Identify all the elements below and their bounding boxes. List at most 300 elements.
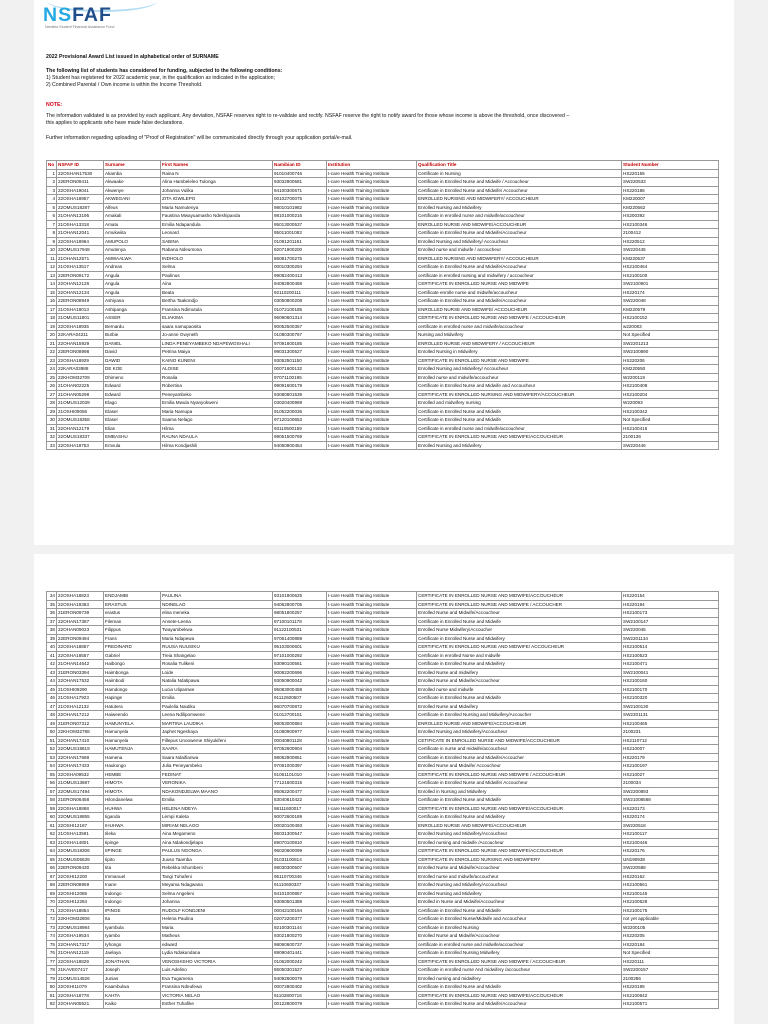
cell-nsfaf-id: 22OSHA18557 bbox=[57, 651, 104, 660]
cell-institution: I-care Health Training Institute bbox=[327, 288, 417, 297]
logo-word-part-1: NS bbox=[43, 4, 73, 26]
cell-namibian-id: 96090601314 bbox=[273, 314, 327, 323]
cell-namibian-id: 93021800270 bbox=[273, 932, 327, 941]
cell-namibian-id: 93090100561 bbox=[273, 660, 327, 669]
cell-nsfaf-id: 22OSHA18857 bbox=[57, 643, 104, 652]
cell-namibian-id: 00102700075 bbox=[273, 195, 327, 204]
cell-institution: I-care Health Training Institute bbox=[327, 441, 417, 450]
cell-student-number: SW220445 bbox=[622, 246, 719, 255]
cell-student-number: HS2100145 bbox=[622, 889, 719, 898]
table-row bbox=[47, 787, 719, 796]
cell-student-number: HS2100446 bbox=[622, 838, 719, 847]
table-row bbox=[47, 280, 719, 289]
cell-qualification: Certificate in enrolled nurse and midwife/accoucheur bbox=[417, 424, 622, 433]
cell-institution: I-care Health Training Institute bbox=[327, 356, 417, 365]
cell-namibian-id: 89070100810 bbox=[273, 838, 327, 847]
cell-institution: I-care Health Training Institute bbox=[327, 416, 417, 425]
table-row bbox=[47, 728, 719, 737]
cell-nsfaf-id: 21OSHI09290 bbox=[57, 685, 104, 694]
cell-first-names: Esther Tuhafike bbox=[161, 1000, 273, 1009]
cell-first-names: Fransina Ndimutula bbox=[161, 305, 273, 314]
cell-qualification: ENROLLED NURSE AND MIDWIFE/ACCOUCHEUR bbox=[417, 220, 622, 229]
cell-nsfaf-id: 22ERON08998 bbox=[57, 348, 104, 357]
cell-institution: I-care Health Training Institute bbox=[327, 736, 417, 745]
cell-namibian-id: 00042100194 bbox=[273, 906, 327, 915]
cell-institution: I-care Health Training Institute bbox=[327, 643, 417, 652]
cell-institution: I-care Health Training Institute bbox=[327, 203, 417, 212]
table-row bbox=[47, 433, 719, 442]
cell-student-number: SW220533 bbox=[622, 178, 719, 187]
table-row bbox=[47, 339, 719, 348]
cell-institution: I-care Health Training Institute bbox=[327, 424, 417, 433]
cell-institution: I-care Health Training Institute bbox=[327, 847, 417, 856]
table-row bbox=[47, 872, 719, 881]
cell-institution: I-care Health Training Institute bbox=[327, 331, 417, 340]
cell-qualification: Certificate in Enrolled Nurse and Midwife/ Accoucheur bbox=[417, 186, 622, 195]
cell-surname: Ashiyana bbox=[104, 297, 161, 306]
cell-institution: I-care Health Training Institute bbox=[327, 373, 417, 382]
cell-student-number: SW2200157 bbox=[622, 966, 719, 975]
cell-student-number: SW220048 bbox=[622, 297, 719, 306]
cell-namibian-id: 00010300294 bbox=[273, 263, 327, 272]
cell-no: 78 bbox=[47, 966, 57, 975]
cell-surname: Joseph bbox=[104, 966, 161, 975]
cell-nsfaf-id: 22KHOM32806 bbox=[57, 915, 104, 924]
cell-surname: Amutenya bbox=[104, 246, 161, 255]
cell-institution: I-care Health Training Institute bbox=[327, 254, 417, 263]
cell-no: 65 bbox=[47, 855, 57, 864]
cell-qualification: Certificate in enrolled nurse And midwifery /accoucheur bbox=[417, 966, 622, 975]
cell-namibian-id: 95083000458 bbox=[273, 685, 327, 694]
cell-qualification: Certificate enrolle nurse and midwife/accoucheur bbox=[417, 288, 622, 297]
cell-institution: I-care Health Training Institute bbox=[327, 779, 417, 788]
cell-student-number: SW2200893 bbox=[622, 787, 719, 796]
cell-surname: Immanuel bbox=[104, 872, 161, 881]
cell-namibian-id: 97061000397 bbox=[273, 762, 327, 771]
cell-nsfaf-id: 22OSHI12284 bbox=[57, 898, 104, 907]
cell-first-names: MIRIAM NELAGO bbox=[161, 821, 273, 830]
cell-institution: I-care Health Training Institute bbox=[327, 668, 417, 677]
cell-institution: I-care Health Training Institute bbox=[327, 898, 417, 907]
cell-namibian-id: 86050301527 bbox=[273, 966, 327, 975]
cell-namibian-id: 98010101982 bbox=[273, 203, 327, 212]
cell-student-number: KM220007 bbox=[622, 195, 719, 204]
cell-student-number: Not Specified bbox=[622, 416, 719, 425]
cell-nsfaf-id: 22OHAN17410 bbox=[57, 736, 104, 745]
cell-namibian-id: 95011001083 bbox=[273, 229, 327, 238]
table-row bbox=[47, 957, 719, 966]
cell-surname: JONATHAN bbox=[104, 957, 161, 966]
cell-no: 47 bbox=[47, 702, 57, 711]
cell-institution: I-care Health Training Institute bbox=[327, 348, 417, 357]
cell-student-number: HS220195 bbox=[622, 983, 719, 992]
cell-qualification: Enrolled Nurse and Midwife/ Accoucheur bbox=[417, 762, 622, 771]
cell-no: 61 bbox=[47, 821, 57, 830]
cell-student-number: W2200105 bbox=[622, 923, 719, 932]
cell-nsfaf-id: 22OMUS18337 bbox=[57, 433, 104, 442]
table-row bbox=[47, 983, 719, 992]
cell-first-names: Peneyambeko bbox=[161, 390, 273, 399]
cell-first-names: Natalia Ndatipawa bbox=[161, 677, 273, 686]
cell-qualification: CERTIFICATE IN ENROLLED NURSE AND MIDWIFE / ACCOUCHEUR bbox=[417, 770, 622, 779]
cell-institution: I-care Health Training Institute bbox=[327, 745, 417, 754]
cell-qualification: CERTIFICATE IN ENROLLED NURSE AND MIDWIFE / ACCOUCHER bbox=[417, 600, 622, 609]
table-row bbox=[47, 609, 719, 618]
cell-first-names: LINDA PENEYAMBEKO NDAPEWOSHALI bbox=[161, 339, 273, 348]
table-row bbox=[47, 626, 719, 635]
cell-no: 71 bbox=[47, 906, 57, 915]
cell-no: 29 bbox=[47, 407, 57, 416]
cell-student-number: HS2100523 bbox=[622, 651, 719, 660]
cell-student-number: HS2100561 bbox=[622, 881, 719, 890]
table-row bbox=[47, 1000, 719, 1009]
cell-qualification: CERTIFICATE IN ENROLLED NURSING AND MIDWIFERY bbox=[417, 855, 622, 864]
cell-namibian-id: 92100301144 bbox=[273, 923, 327, 932]
table-row bbox=[47, 237, 719, 246]
cell-qualification: CERTIFICATE IN ENROLLED NURSE AND MIDWIFE/ACCOUCHEUR bbox=[417, 991, 622, 1000]
cell-qualification: Certificate in Enrolled Nurse and Midwifery bbox=[417, 660, 622, 669]
cell-institution: I-care Health Training Institute bbox=[327, 821, 417, 830]
cell-nsfaf-id: 22OHAN05521 bbox=[57, 1000, 104, 1009]
intro-text: The following list of students has considered for funding, subjected to the following conditions: bbox=[46, 68, 283, 74]
cell-first-names: Rosalia Tulikeni bbox=[161, 660, 273, 669]
cell-nsfaf-id: 21ERON06458 bbox=[57, 796, 104, 805]
cell-student-number: HS2100628 bbox=[622, 898, 719, 907]
cell-first-names: Luis Adelino bbox=[161, 966, 273, 975]
cell-namibian-id: 98101000216 bbox=[273, 212, 327, 221]
cell-first-names: Fillepus Unooweme Shiyukifeni bbox=[161, 736, 273, 745]
cell-student-number: HS2100170 bbox=[622, 685, 719, 694]
cell-institution: I-care Health Training Institute bbox=[327, 906, 417, 915]
cell-student-number: SW220446 bbox=[622, 441, 719, 450]
cell-institution: I-care Health Training Institute bbox=[327, 753, 417, 762]
cell-no: 20 bbox=[47, 331, 57, 340]
cell-namibian-id: 01072100185 bbox=[273, 305, 327, 314]
cell-namibian-id: 98060600737 bbox=[273, 940, 327, 949]
table-row bbox=[47, 898, 719, 907]
table-row bbox=[47, 212, 719, 221]
cell-qualification: Enrolled nurse and midwife/accoucheur bbox=[417, 872, 622, 881]
cell-no: 59 bbox=[47, 804, 57, 813]
table-row bbox=[47, 263, 719, 272]
cell-nsfaf-id: 22ERON09411 bbox=[57, 178, 104, 187]
cell-surname: Iipito bbox=[104, 855, 161, 864]
cell-first-names: Juuso Taamba bbox=[161, 855, 273, 864]
cell-nsfaf-id: 21OHAN05298 bbox=[57, 390, 104, 399]
cell-namibian-id: 98062900851 bbox=[273, 753, 327, 762]
cell-surname: IIPINGE bbox=[104, 847, 161, 856]
cell-first-names: Emilia Ndapandula bbox=[161, 220, 273, 229]
cell-surname: Fileman bbox=[104, 617, 161, 626]
cell-surname: Akwenye bbox=[104, 186, 161, 195]
cell-student-number: HS220176 bbox=[622, 847, 719, 856]
cell-no: 22 bbox=[47, 348, 57, 357]
cell-surname: David bbox=[104, 348, 161, 357]
cell-surname: Amakali bbox=[104, 212, 161, 221]
cell-no: 76 bbox=[47, 949, 57, 958]
cell-no: 30 bbox=[47, 416, 57, 425]
cell-qualification: CERTIFICATE IN ENROLLED NURSE AND MIDWIFE/ ACCOUCHEUR bbox=[417, 643, 622, 652]
table-row bbox=[47, 736, 719, 745]
table-row bbox=[47, 932, 719, 941]
cell-namibian-id: 94082800468 bbox=[273, 280, 327, 289]
cell-institution: I-care Health Training Institute bbox=[327, 677, 417, 686]
table-row bbox=[47, 762, 719, 771]
cell-no: 40 bbox=[47, 643, 57, 652]
cell-student-number: HS2100175 bbox=[622, 906, 719, 915]
cell-qualification: CERTIFICATE IN ENROLLED NURSE AND MIDWIFE / ACCOUCHEUR bbox=[417, 957, 622, 966]
cell-qualification: Certificate in Enrolled Nurse and Midwife bbox=[417, 694, 622, 703]
cell-no: 52 bbox=[47, 745, 57, 754]
table-row bbox=[47, 178, 719, 187]
cell-qualification: Certificate in Enrolled Nurse and Midwife bbox=[417, 407, 622, 416]
col-header-no: No bbox=[47, 161, 57, 170]
cell-qualification: Enrolled nurse and midwife / accoucheur bbox=[417, 246, 622, 255]
cell-institution: I-care Health Training Institute bbox=[327, 399, 417, 408]
cell-namibian-id: 95031300547 bbox=[273, 830, 327, 839]
cell-namibian-id: 00122800079 bbox=[273, 1000, 327, 1009]
cell-qualification: Enrolled Nursing and Midwifery/ Accoucheur bbox=[417, 237, 622, 246]
cell-nsfaf-id: 21OMUS12039 bbox=[57, 399, 104, 408]
cell-institution: I-care Health Training Institute bbox=[327, 271, 417, 280]
cell-surname: Elaser bbox=[104, 416, 161, 425]
cell-nsfaf-id: 22OSHAN17530 bbox=[57, 169, 104, 178]
cell-institution: I-care Health Training Institute bbox=[327, 390, 417, 399]
cell-student-number: HS2100408 bbox=[622, 382, 719, 391]
cell-first-names: Johanna Vulika bbox=[161, 186, 273, 195]
cell-nsfaf-id: 22OHAN12126 bbox=[57, 280, 104, 289]
cell-institution: I-care Health Training Institute bbox=[327, 178, 417, 187]
cell-nsfaf-id: 22KHOM32788 bbox=[57, 728, 104, 737]
cell-qualification: Certificate in Nursing bbox=[417, 169, 622, 178]
cell-surname: Haibongo bbox=[104, 660, 161, 669]
document-page-2 bbox=[34, 554, 734, 1024]
cell-no: 68 bbox=[47, 881, 57, 890]
cell-qualification: Enrolled Nurse and Midwife/Accoucheur bbox=[417, 932, 622, 941]
cell-nsfaf-id: 22ERON09172 bbox=[57, 271, 104, 280]
cell-qualification: Enrolled in Nursing and Midwifery bbox=[417, 787, 622, 796]
cell-namibian-id: 86081700275 bbox=[273, 254, 327, 263]
table-row bbox=[47, 382, 719, 391]
table-row bbox=[47, 702, 719, 711]
cell-qualification: Enrolled Nursing in Midwifery bbox=[417, 348, 622, 357]
cell-namibian-id: 98030300507 bbox=[273, 864, 327, 873]
table-row bbox=[47, 796, 719, 805]
cell-first-names: Meyama Ndagwana bbox=[161, 881, 273, 890]
cell-surname: Hamunyela bbox=[104, 728, 161, 737]
cell-nsfaf-id: 21OMUS14526 bbox=[57, 974, 104, 983]
cell-first-names: NDINELAO bbox=[161, 600, 273, 609]
cell-qualification: Enrolled nurse and midwife/accoucheur bbox=[417, 373, 622, 382]
cell-institution: I-care Health Training Institute bbox=[327, 855, 417, 864]
cell-surname: AMWAALWA bbox=[104, 254, 161, 263]
cell-namibian-id: 91102800716 bbox=[273, 991, 327, 1000]
table-row bbox=[47, 889, 719, 898]
cell-first-names: Annete-Leena bbox=[161, 617, 273, 626]
cell-institution: I-care Health Training Institute bbox=[327, 830, 417, 839]
cell-qualification: Enrolled nurse and midwife bbox=[417, 685, 622, 694]
cell-student-number: SW21008568 bbox=[622, 796, 719, 805]
condition-2: 2) Combined Parental / Own income is within the Income Threshold. bbox=[46, 82, 203, 88]
cell-surname: DE KOE bbox=[104, 365, 161, 374]
cell-nsfaf-id: 22OHAN12134 bbox=[57, 288, 104, 297]
cell-institution: I-care Health Training Institute bbox=[327, 1000, 417, 1009]
cell-no: 15 bbox=[47, 288, 57, 297]
nsfaf-logo bbox=[43, 0, 163, 34]
cell-institution: I-care Health Training Institute bbox=[327, 923, 417, 932]
cell-no: 17 bbox=[47, 305, 57, 314]
cell-first-names: VICTORIA NELAO bbox=[161, 991, 273, 1000]
table-row bbox=[47, 821, 719, 830]
cell-first-names: Eva Tugamena bbox=[161, 974, 273, 983]
cell-namibian-id: 91112600507 bbox=[273, 694, 327, 703]
cell-nsfaf-id: 22OMUS18984 bbox=[57, 923, 104, 932]
cell-qualification: Certificate in Enrolled Nurse and Midwife/Accoucheur bbox=[417, 229, 622, 238]
cell-institution: I-care Health Training Institute bbox=[327, 237, 417, 246]
cell-nsfaf-id: 22OSHI11079 bbox=[57, 983, 104, 992]
cell-first-names: Petrina Maiya bbox=[161, 348, 273, 357]
cell-surname: Burbie bbox=[104, 331, 161, 340]
cell-namibian-id: 97101000292 bbox=[273, 651, 327, 660]
cell-first-names: Fransina Ndeufewa bbox=[161, 983, 273, 992]
cell-student-number: HS220111 bbox=[622, 957, 719, 966]
table-row bbox=[47, 271, 719, 280]
table-row bbox=[47, 220, 719, 229]
cell-qualification: Certificate in Enrolled Nurse and Midwife/Accoucheur bbox=[417, 263, 622, 272]
cell-qualification: Certificate in enrolled nurse and midwife/accoucheur bbox=[417, 212, 622, 221]
cell-no: 13 bbox=[47, 271, 57, 280]
cell-first-names: Twayambekwa bbox=[161, 626, 273, 635]
cell-namibian-id: 97071100195 bbox=[273, 373, 327, 382]
cell-first-names: Hilma Kondjashili bbox=[161, 441, 273, 450]
cell-first-names: VENOSHISHO VICTORIA bbox=[161, 957, 273, 966]
cell-nsfaf-id: 22ERON08959 bbox=[57, 881, 104, 890]
cell-nsfaf-id: 21OHAN14642 bbox=[57, 660, 104, 669]
cell-student-number: HS2100416 bbox=[622, 424, 719, 433]
cell-namibian-id: 97061400889 bbox=[273, 634, 327, 643]
cell-nsfaf-id: 22OSHA18823 bbox=[57, 592, 104, 601]
table-row bbox=[47, 677, 719, 686]
cell-qualification: Enrolled Nursing and Midwifery/ Accoucheur bbox=[417, 365, 622, 374]
cell-nsfaf-id: 21OSHA14801 bbox=[57, 838, 104, 847]
cell-nsfaf-id: 22OHAN09023 bbox=[57, 626, 104, 635]
table-row bbox=[47, 643, 719, 652]
cell-no: 80 bbox=[47, 983, 57, 992]
cell-no: 21 bbox=[47, 339, 57, 348]
cell-institution: I-care Health Training Institute bbox=[327, 305, 417, 314]
cell-surname: KAHTA bbox=[104, 991, 161, 1000]
cell-surname: Haukongo bbox=[104, 762, 161, 771]
cell-institution: I-care Health Training Institute bbox=[327, 915, 417, 924]
cell-surname: Akwaake bbox=[104, 178, 161, 187]
cell-no: 66 bbox=[47, 864, 57, 873]
cell-nsfaf-id: 21OHAN12041 bbox=[57, 229, 104, 238]
table-row bbox=[47, 651, 719, 660]
cell-surname: FREDINARD bbox=[104, 643, 161, 652]
cell-institution: I-care Health Training Institute bbox=[327, 280, 417, 289]
cell-surname: Kaambulwa bbox=[104, 983, 161, 992]
cell-qualification: CERTIFICATE IN ENROLLED NURSE AND MIDWIFE/ACCOUCHEUR bbox=[417, 804, 622, 813]
cell-student-number: HS2100173 bbox=[622, 609, 719, 618]
cell-namibian-id: 03050800208 bbox=[273, 297, 327, 306]
cell-first-names: Hilma bbox=[161, 424, 273, 433]
cell-namibian-id: 01080300767 bbox=[273, 331, 327, 340]
table-row bbox=[47, 254, 719, 263]
cell-institution: I-care Health Training Institute bbox=[327, 966, 417, 975]
cell-namibian-id: 93110500159 bbox=[273, 424, 327, 433]
cell-namibian-id: 90072600189 bbox=[273, 813, 327, 822]
cell-nsfaf-id: 21ERON09739 bbox=[57, 609, 104, 618]
cell-namibian-id: 90082200696 bbox=[273, 668, 327, 677]
cell-student-number: HS2100100 bbox=[622, 271, 719, 280]
cell-surname: Kaiko bbox=[104, 1000, 161, 1009]
cell-no: 27 bbox=[47, 390, 57, 399]
table-row bbox=[47, 864, 719, 873]
cell-qualification: CERTIFICATE IN ENROLLED NURSE AND MIDWIFE/ACCOUCHEUR bbox=[417, 847, 622, 856]
cell-surname: Iileka bbox=[104, 830, 161, 839]
cell-qualification: Enrolled Nursing and Midwifery bbox=[417, 441, 622, 450]
cell-no: 57 bbox=[47, 787, 57, 796]
cell-nsfaf-id: 22OSHA19041 bbox=[57, 186, 104, 195]
cell-no: 19 bbox=[47, 322, 57, 331]
cell-first-names: edward bbox=[161, 940, 273, 949]
cell-namibian-id: 94062800705 bbox=[273, 600, 327, 609]
cell-nsfaf-id: 21OHAN13195 bbox=[57, 212, 104, 221]
cell-student-number: HS220194 bbox=[622, 600, 719, 609]
cell-institution: I-care Health Training Institute bbox=[327, 195, 417, 204]
cell-qualification: Certificate in Enrolled Nurse and Midwife bbox=[417, 906, 622, 915]
cell-surname: Haiweendo bbox=[104, 711, 161, 720]
table-row bbox=[47, 813, 719, 822]
cell-student-number: Not Specified bbox=[622, 331, 719, 340]
cell-no: 3 bbox=[47, 186, 57, 195]
cell-qualification: Certificate in Enrolled Nurse and Midwife bbox=[417, 983, 622, 992]
cell-student-number: SW2100901 bbox=[622, 280, 719, 289]
cell-qualification: Certificate in Enrolled Nursing Midwifery bbox=[417, 949, 622, 958]
cell-namibian-id: 00071600132 bbox=[273, 365, 327, 374]
cell-nsfaf-id: 22OMUS18819 bbox=[57, 745, 104, 754]
cell-surname: Emvula bbox=[104, 441, 161, 450]
cell-namibian-id: 96053000884 bbox=[273, 719, 327, 728]
table-row bbox=[47, 195, 719, 204]
document-page-1 bbox=[34, 0, 734, 545]
cell-student-number: HS220186 bbox=[622, 186, 719, 195]
cell-student-number: HS2100117 bbox=[622, 830, 719, 839]
table-row bbox=[47, 711, 719, 720]
cell-namibian-id: 99082400413 bbox=[273, 271, 327, 280]
cell-no: 73 bbox=[47, 923, 57, 932]
cell-nsfaf-id: 21OSHA19013 bbox=[57, 305, 104, 314]
cell-surname: Alfeus bbox=[104, 203, 161, 212]
cell-first-names: Saara Ndaifianwa bbox=[161, 753, 273, 762]
cell-nsfaf-id: 22OHAN17433 bbox=[57, 762, 104, 771]
cell-no: 77 bbox=[47, 957, 57, 966]
cell-student-number: SW2100130 bbox=[622, 702, 719, 711]
table-row bbox=[47, 314, 719, 323]
cell-student-number: HS2100471 bbox=[622, 660, 719, 669]
cell-surname: Edward bbox=[104, 390, 161, 399]
cell-nsfaf-id: 22KARA03988 bbox=[57, 365, 104, 374]
cell-qualification: Certificate in Enrolled Nurse and Midwife / Accoucheur bbox=[417, 178, 622, 187]
table-row bbox=[47, 753, 719, 762]
cell-institution: I-care Health Training Institute bbox=[327, 407, 417, 416]
cell-surname: Junias bbox=[104, 974, 161, 983]
cell-surname: Ita bbox=[104, 915, 161, 924]
cell-qualification: Enrolled and midwifery nursing bbox=[417, 399, 622, 408]
cell-nsfaf-id: 22OSHI12167 bbox=[57, 821, 104, 830]
table-row bbox=[47, 348, 719, 357]
cell-nsfaf-id: 22OSHA18868 bbox=[57, 804, 104, 813]
